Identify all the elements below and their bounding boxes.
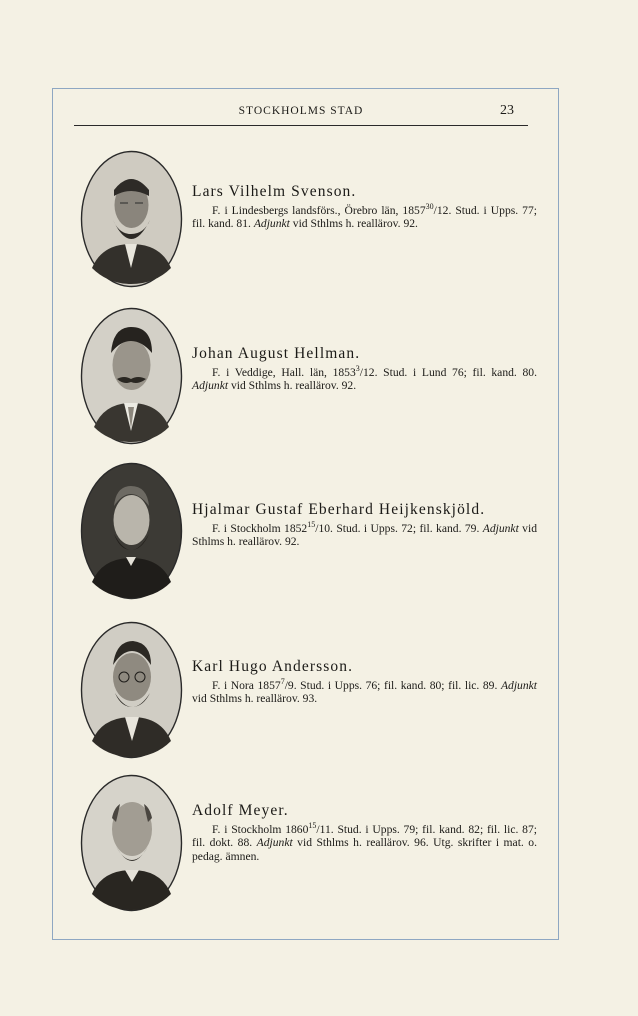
biography-details: F. i Stockholm 1852$^{15}$/10. Stud. i Upps. 72; fil. kand. 79. Adjunkt vid Sthlms h. reallärov. 92. (192, 520, 537, 549)
biography-text (192, 658, 537, 706)
person-name: Hjalmar Gustaf Eberhard Heijkenskjöld. (192, 501, 486, 518)
person-name: Lars Vilhelm Svenson. (192, 183, 357, 200)
biography-entry (0, 621, 638, 771)
biography-details: F. i Lindesbergs landsförs., Örebro län, 1857$^{30}$/12. Stud. i Upps. 77; fil. kand. 81. Adjunkt vid Sthlms h. reallärov. 92. (192, 202, 537, 231)
biography-details: F. i Nora 1857$^7$/9. Stud. i Upps. 76; fil. kand. 80; fil. lic. 89. Adjunkt vid Sthlms h. reallärov. 93. (192, 677, 537, 706)
biography-text (192, 802, 537, 863)
page-number: 23 (500, 103, 514, 118)
person-name: Johan August Hellman. (192, 345, 361, 362)
portrait-photo (80, 307, 183, 445)
biography-text (192, 345, 537, 393)
biography-text (192, 501, 537, 549)
biography-text (192, 183, 537, 231)
page-header (74, 104, 528, 126)
portrait-photo (80, 150, 183, 288)
biography-entry (0, 462, 638, 612)
biography-entry (0, 150, 638, 300)
portrait-photo (80, 462, 183, 600)
person-name: Adolf Meyer. (192, 802, 289, 819)
portrait-photo (80, 621, 183, 759)
running-title: STOCKHOLMS STAD (238, 105, 364, 117)
portrait-photo (80, 774, 183, 912)
biography-entry (0, 774, 638, 924)
biography-entry (0, 307, 638, 457)
biography-details: F. i Stockholm 1860$^{15}$/11. Stud. i Upps. 79; fil. kand. 82; fil. lic. 87; fil. dokt. 88. Adjunkt vid Sthlms h. reallärov. 96. Utg. skrifter i mat. o. pedag. ämnen. (192, 821, 537, 863)
biography-details: F. i Veddige, Hall. län, 1853$^3$/12. Stud. i Lund 76; fil. kand. 80. Adjunkt vid Sthlms h. reallärov. 92. (192, 364, 537, 393)
person-name: Karl Hugo Andersson. (192, 658, 354, 675)
